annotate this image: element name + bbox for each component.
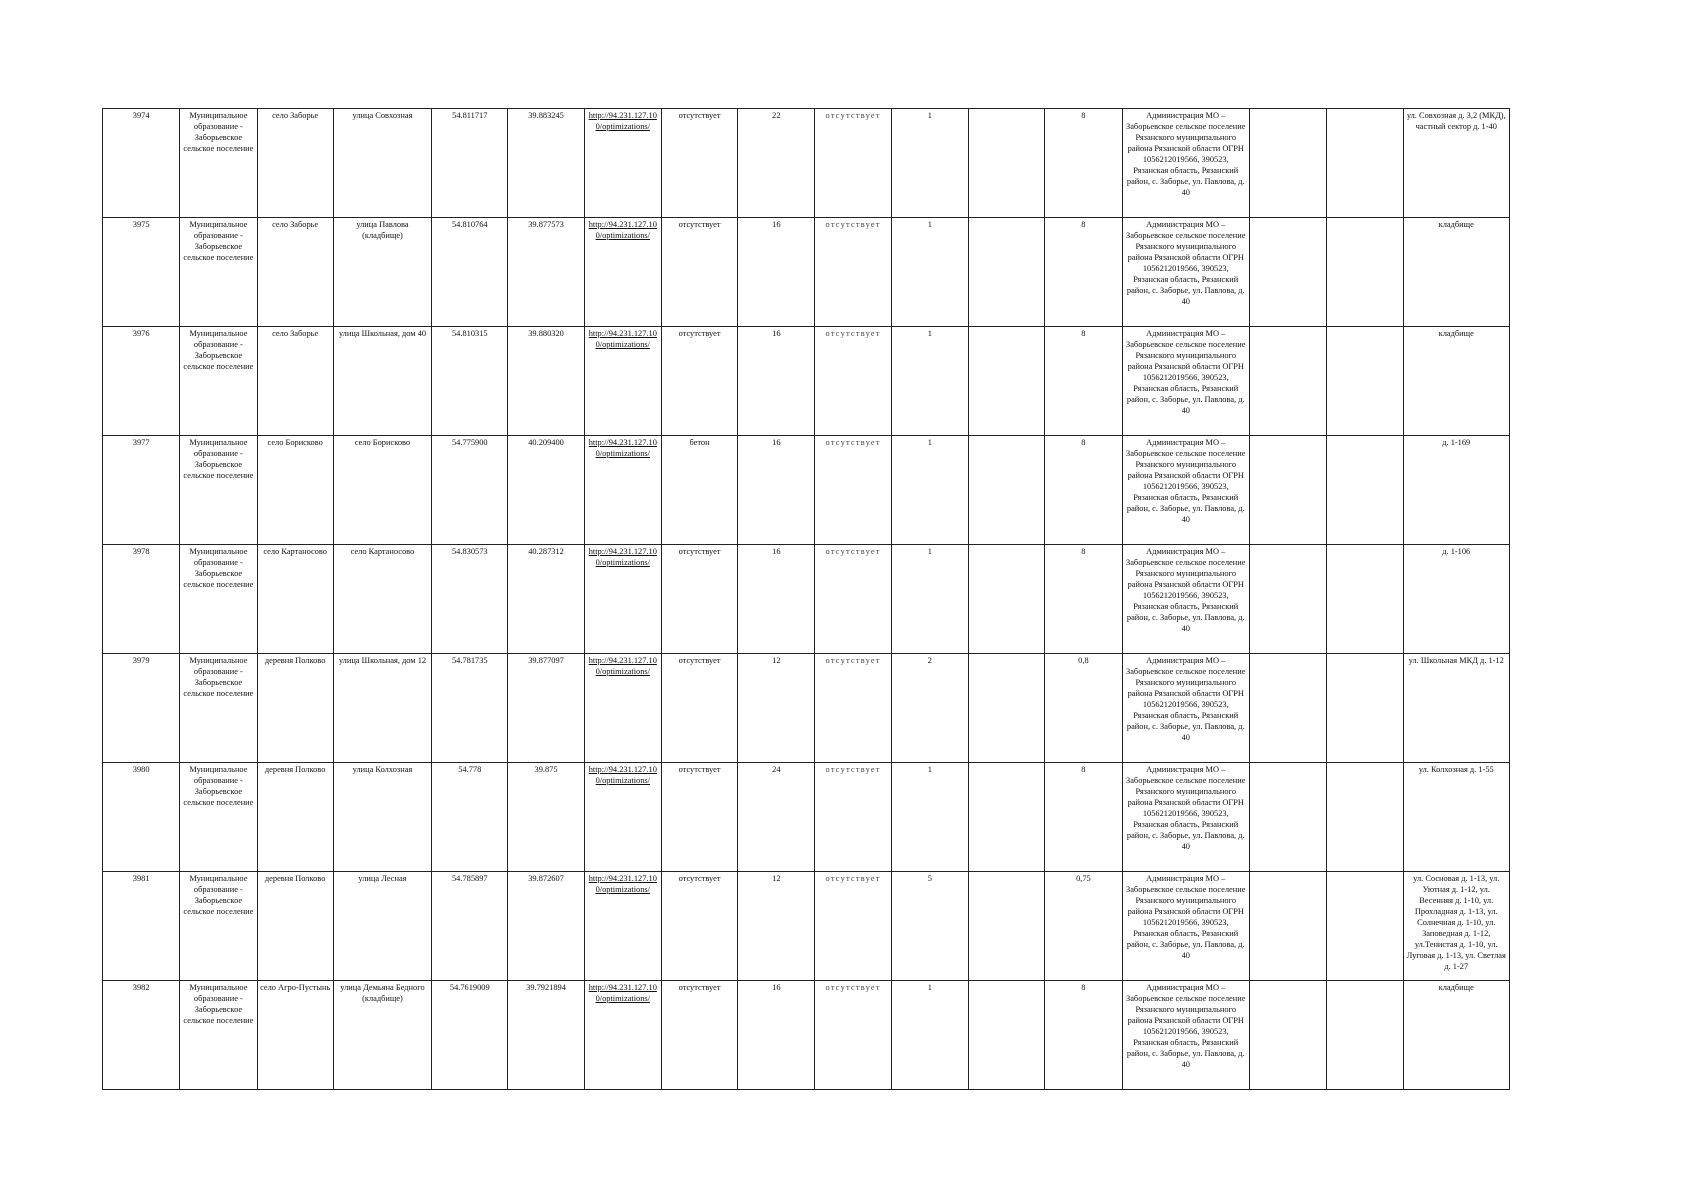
street-cell: улица Лесная <box>333 872 431 981</box>
map-link[interactable]: http://94.231.127.10 0/optimizations/ <box>588 656 657 676</box>
empty-cell <box>969 109 1045 218</box>
street-cell: село Борисково <box>333 436 431 545</box>
latitude-cell: 54.7619009 <box>432 981 508 1090</box>
row-number-cell: 3981 <box>103 872 180 981</box>
empty-cell <box>1327 436 1403 545</box>
served-objects-cell: ул. Совхозная д. 3,2 (МКД), частный сектор д. 1-40 <box>1403 109 1510 218</box>
surface-type-cell: отсутствует <box>661 327 737 436</box>
longitude-cell: 39.877097 <box>508 654 584 763</box>
empty-cell <box>1249 436 1326 545</box>
owner-cell: Администрация МО – Заборьевское сельское поселение Рязанского муниципального района Рязанской области ОГРН 1056212019566, 390523, Рязанская область, Рязанский район, с. Заборье, ул. Павлова, д. 40 <box>1122 109 1249 218</box>
empty-cell <box>1327 109 1403 218</box>
empty-cell <box>969 436 1045 545</box>
table-row <box>103 109 1510 218</box>
area-cell: 16 <box>738 545 815 654</box>
municipality-cell: Муниципальное образование - Заборьевское сельское поселение <box>180 763 257 872</box>
street-cell: село Картаносово <box>333 545 431 654</box>
street-cell: улица Школьная, дом 12 <box>333 654 431 763</box>
empty-cell <box>1249 763 1326 872</box>
area-cell: 16 <box>738 981 815 1090</box>
fence-cell: отсутствует <box>815 654 891 763</box>
map-link[interactable]: http://94.231.127.10 0/optimizations/ <box>588 111 657 131</box>
table-row <box>103 763 1510 872</box>
latitude-cell: 54.775900 <box>432 436 508 545</box>
empty-cell <box>969 981 1045 1090</box>
container-volume-cell: 8 <box>1045 218 1122 327</box>
map-link-cell <box>584 327 661 436</box>
row-number-cell: 3979 <box>103 654 180 763</box>
container-count-cell: 1 <box>891 545 968 654</box>
map-link[interactable]: http://94.231.127.10 0/optimizations/ <box>588 438 657 458</box>
container-volume-cell: 8 <box>1045 436 1122 545</box>
surface-type-cell: отсутствует <box>661 654 737 763</box>
container-count-cell: 1 <box>891 109 968 218</box>
municipality-cell: Муниципальное образование - Заборьевское сельское поселение <box>180 872 257 981</box>
municipality-cell: Муниципальное образование - Заборьевское сельское поселение <box>180 545 257 654</box>
table-row <box>103 218 1510 327</box>
latitude-cell: 54.810315 <box>432 327 508 436</box>
municipality-cell: Муниципальное образование - Заборьевское сельское поселение <box>180 654 257 763</box>
fence-cell: отсутствует <box>815 872 891 981</box>
row-number-cell: 3974 <box>103 109 180 218</box>
longitude-cell: 39.880320 <box>508 327 584 436</box>
owner-cell: Администрация МО – Заборьевское сельское поселение Рязанского муниципального района Рязанской области ОГРН 1056212019566, 390523, Рязанская область, Рязанский район, с. Заборье, ул. Павлова, д. 40 <box>1122 545 1249 654</box>
container-count-cell: 2 <box>891 654 968 763</box>
served-objects-cell: ул. Школьная МКД д. 1-12 <box>1403 654 1510 763</box>
latitude-cell: 54.810764 <box>432 218 508 327</box>
longitude-cell: 39.872607 <box>508 872 584 981</box>
map-link-cell <box>584 545 661 654</box>
map-link-cell <box>584 218 661 327</box>
container-count-cell: 1 <box>891 218 968 327</box>
empty-cell <box>1327 763 1403 872</box>
empty-cell <box>1249 872 1326 981</box>
street-cell: улица Колхозная <box>333 763 431 872</box>
surface-type-cell: отсутствует <box>661 763 737 872</box>
map-link-cell <box>584 872 661 981</box>
fence-cell: отсутствует <box>815 763 891 872</box>
latitude-cell: 54.785897 <box>432 872 508 981</box>
surface-type-cell: отсутствует <box>661 109 737 218</box>
map-link-cell <box>584 763 661 872</box>
empty-cell <box>1249 545 1326 654</box>
settlement-cell: село Заборье <box>257 218 333 327</box>
owner-cell: Администрация МО – Заборьевское сельское поселение Рязанского муниципального района Рязанской области ОГРН 1056212019566, 390523, Рязанская область, Рязанский район, с. Заборье, ул. Павлова, д. 40 <box>1122 327 1249 436</box>
container-count-cell: 1 <box>891 763 968 872</box>
longitude-cell: 39.7921894 <box>508 981 584 1090</box>
served-objects-cell: кладбище <box>1403 327 1510 436</box>
container-volume-cell: 0,75 <box>1045 872 1122 981</box>
container-count-cell: 1 <box>891 981 968 1090</box>
container-volume-cell: 8 <box>1045 327 1122 436</box>
street-cell: улица Павлова (кладбище) <box>333 218 431 327</box>
empty-cell <box>1327 327 1403 436</box>
owner-cell: Администрация МО – Заборьевское сельское поселение Рязанского муниципального района Рязанской области ОГРН 1056212019566, 390523, Рязанская область, Рязанский район, с. Заборье, ул. Павлова, д. 40 <box>1122 654 1249 763</box>
longitude-cell: 39.875 <box>508 763 584 872</box>
table-body <box>103 109 1510 1090</box>
container-volume-cell: 8 <box>1045 981 1122 1090</box>
map-link[interactable]: http://94.231.127.10 0/optimizations/ <box>588 874 657 894</box>
empty-cell <box>1249 327 1326 436</box>
container-count-cell: 1 <box>891 327 968 436</box>
map-link-cell <box>584 436 661 545</box>
row-number-cell: 3982 <box>103 981 180 1090</box>
empty-cell <box>969 763 1045 872</box>
latitude-cell: 54.781735 <box>432 654 508 763</box>
table-row <box>103 981 1510 1090</box>
surface-type-cell: бетон <box>661 436 737 545</box>
owner-cell: Администрация МО – Заборьевское сельское поселение Рязанского муниципального района Рязанской области ОГРН 1056212019566, 390523, Рязанская область, Рязанский район, с. Заборье, ул. Павлова, д. 40 <box>1122 981 1249 1090</box>
served-objects-cell: ул. Колхозная д. 1-55 <box>1403 763 1510 872</box>
area-cell: 24 <box>738 763 815 872</box>
empty-cell <box>969 327 1045 436</box>
empty-cell <box>969 654 1045 763</box>
empty-cell <box>1249 109 1326 218</box>
empty-cell <box>1327 545 1403 654</box>
settlement-cell: село Картаносово <box>257 545 333 654</box>
map-link[interactable]: http://94.231.127.10 0/optimizations/ <box>588 220 657 240</box>
served-objects-cell: д. 1-106 <box>1403 545 1510 654</box>
area-cell: 12 <box>738 654 815 763</box>
table-row <box>103 545 1510 654</box>
street-cell: улица Совхозная <box>333 109 431 218</box>
settlement-cell: село Борисково <box>257 436 333 545</box>
container-volume-cell: 0,8 <box>1045 654 1122 763</box>
municipality-cell: Муниципальное образование - Заборьевское сельское поселение <box>180 981 257 1090</box>
map-link[interactable]: http://94.231.127.10 0/optimizations/ <box>588 547 657 567</box>
settlement-cell: деревня Полково <box>257 763 333 872</box>
street-cell: улица Школьная, дом 40 <box>333 327 431 436</box>
row-number-cell: 3975 <box>103 218 180 327</box>
container-count-cell: 5 <box>891 872 968 981</box>
municipality-cell: Муниципальное образование - Заборьевское сельское поселение <box>180 218 257 327</box>
fence-cell: отсутствует <box>815 218 891 327</box>
map-link[interactable]: http://94.231.127.10 0/optimizations/ <box>588 765 657 785</box>
fence-cell: отсутствует <box>815 109 891 218</box>
map-link[interactable]: http://94.231.127.10 0/optimizations/ <box>588 329 657 349</box>
row-number-cell: 3976 <box>103 327 180 436</box>
fence-cell: отсутствует <box>815 545 891 654</box>
settlement-cell: деревня Полково <box>257 872 333 981</box>
settlement-cell: село Заборье <box>257 109 333 218</box>
table-row <box>103 654 1510 763</box>
map-link-cell <box>584 654 661 763</box>
empty-cell <box>1249 981 1326 1090</box>
fence-cell: отсутствует <box>815 436 891 545</box>
street-cell: улица Демьяна Бедного (кладбище) <box>333 981 431 1090</box>
surface-type-cell: отсутствует <box>661 872 737 981</box>
latitude-cell: 54.811717 <box>432 109 508 218</box>
map-link-cell <box>584 109 661 218</box>
settlement-cell: село Заборье <box>257 327 333 436</box>
empty-cell <box>969 218 1045 327</box>
area-cell: 16 <box>738 218 815 327</box>
longitude-cell: 40.287312 <box>508 545 584 654</box>
empty-cell <box>1249 218 1326 327</box>
settlement-cell: деревня Полково <box>257 654 333 763</box>
map-link-cell <box>584 981 661 1090</box>
row-number-cell: 3978 <box>103 545 180 654</box>
empty-cell <box>969 872 1045 981</box>
container-volume-cell: 8 <box>1045 109 1122 218</box>
table-row <box>103 872 1510 981</box>
longitude-cell: 39.883245 <box>508 109 584 218</box>
longitude-cell: 40.209400 <box>508 436 584 545</box>
map-link[interactable]: http://94.231.127.10 0/optimizations/ <box>588 983 657 1003</box>
longitude-cell: 39.877573 <box>508 218 584 327</box>
container-count-cell: 1 <box>891 436 968 545</box>
empty-cell <box>1327 981 1403 1090</box>
row-number-cell: 3977 <box>103 436 180 545</box>
empty-cell <box>1249 654 1326 763</box>
area-cell: 22 <box>738 109 815 218</box>
empty-cell <box>1327 872 1403 981</box>
row-number-cell: 3980 <box>103 763 180 872</box>
surface-type-cell: отсутствует <box>661 981 737 1090</box>
owner-cell: Администрация МО – Заборьевское сельское поселение Рязанского муниципального района Рязанской области ОГРН 1056212019566, 390523, Рязанская область, Рязанский район, с. Заборье, ул. Павлова, д. 40 <box>1122 436 1249 545</box>
table-row <box>103 436 1510 545</box>
settlement-cell: село Агро-Пустынь <box>257 981 333 1090</box>
municipality-cell: Муниципальное образование - Заборьевское сельское поселение <box>180 327 257 436</box>
owner-cell: Администрация МО – Заборьевское сельское поселение Рязанского муниципального района Рязанской области ОГРН 1056212019566, 390523, Рязанская область, Рязанский район, с. Заборье, ул. Павлова, д. 40 <box>1122 872 1249 981</box>
served-objects-cell: кладбище <box>1403 218 1510 327</box>
served-objects-cell: кладбище <box>1403 981 1510 1090</box>
latitude-cell: 54.830573 <box>432 545 508 654</box>
fence-cell: отсутствует <box>815 327 891 436</box>
container-volume-cell: 8 <box>1045 545 1122 654</box>
fence-cell: отсутствует <box>815 981 891 1090</box>
municipality-cell: Муниципальное образование - Заборьевское сельское поселение <box>180 109 257 218</box>
empty-cell <box>969 545 1045 654</box>
registry-table <box>102 108 1510 1090</box>
area-cell: 12 <box>738 872 815 981</box>
owner-cell: Администрация МО – Заборьевское сельское поселение Рязанского муниципального района Рязанской области ОГРН 1056212019566, 390523, Рязанская область, Рязанский район, с. Заборье, ул. Павлова, д. 40 <box>1122 763 1249 872</box>
surface-type-cell: отсутствует <box>661 218 737 327</box>
served-objects-cell: ул. Сосновая д. 1-13, ул. Уютная д. 1-12, ул. Весенняя д. 1-10, ул. Прохладная д. 1-13, ул. Солнечная д. 1-10, ул. Заповедная д. 1-12, ул.Тенистая д. 1-10, ул. Луговая д. 1-13, ул. Светлая д. 1-27 <box>1403 872 1510 981</box>
area-cell: 16 <box>738 327 815 436</box>
owner-cell: Администрация МО – Заборьевское сельское поселение Рязанского муниципального района Рязанской области ОГРН 1056212019566, 390523, Рязанская область, Рязанский район, с. Заборье, ул. Павлова, д. 40 <box>1122 218 1249 327</box>
served-objects-cell: д. 1-169 <box>1403 436 1510 545</box>
surface-type-cell: отсутствует <box>661 545 737 654</box>
table-row <box>103 327 1510 436</box>
latitude-cell: 54.778 <box>432 763 508 872</box>
area-cell: 16 <box>738 436 815 545</box>
empty-cell <box>1327 218 1403 327</box>
municipality-cell: Муниципальное образование - Заборьевское сельское поселение <box>180 436 257 545</box>
container-volume-cell: 8 <box>1045 763 1122 872</box>
empty-cell <box>1327 654 1403 763</box>
